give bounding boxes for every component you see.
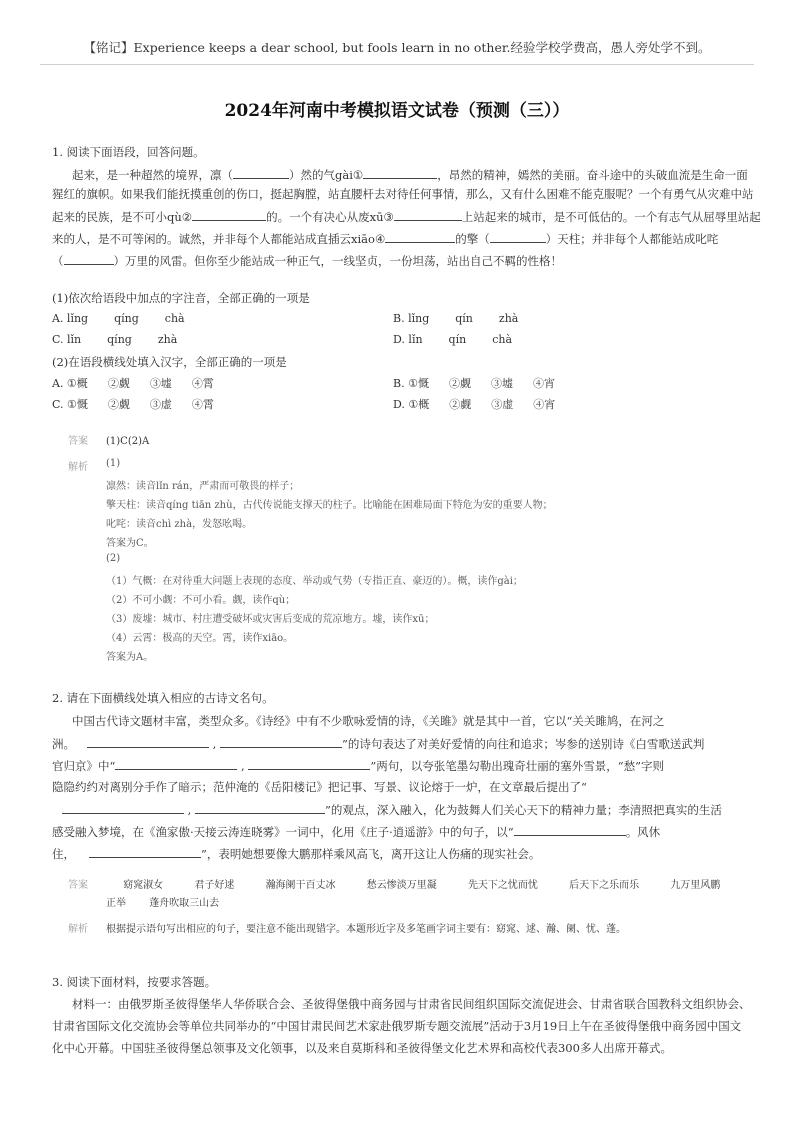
q1-analysis-line: （1）气概：在对待重大问题上表现的态度、举动或气势（专指正直、豪迈的）。概，读作gài； — [106, 576, 523, 587]
q3-material-line-1: 材料一：由俄罗斯圣彼得堡华人华侨联合会、圣彼得堡俄中商务园与甘肃省民间组织国际交流促进会、甘肃省联合国教科文组织协会、 — [72, 997, 751, 1011]
q2-passage-line-7: 住， ”，表明她想要像大鹏那样乘风高飞，离开这让人伤痛的现实社会。 — [52, 847, 541, 861]
q1-analysis-line: （2）不可小觑：不可小看。觑，读作qù； — [106, 595, 296, 606]
q3-stem: 3. 阅读下面材料，按要求答题。 — [52, 975, 217, 989]
q1-2-option-b[interactable]: B. ①慨 ②觑 ③墟 ④宵 — [393, 377, 555, 390]
q2-passage-line-4: 隐隐约约对离别分手作了暗示；范仲淹的《岳阳楼记》把记事、写景、议论熔于一炉，在文章最后提出了“ — [52, 780, 587, 794]
q2-stem: 2. 请在下面横线处填入相应的古诗文名句。 — [52, 691, 274, 705]
q1-passage-line-4: 来的人，是不可等闲的。诚然，并非每个人都能站成直插云xiāo④ 的擎（ ）天柱；并非每个人都能站成叱咤 — [52, 232, 719, 246]
q1-passage-line-1: 起来，是一种超然的境界，凛（ ）然的气gài① ，昂然的精神，嫣然的美丽。奋斗途中的头破血流是生命一面 — [72, 168, 748, 182]
q3-material-line-2: 甘肃省国际文化交流协会等单位共同举办的“中国甘肃民间艺术家赴俄罗斯专题交流展”活动于3月19日上午在圣彼得堡俄中商务园中国文 — [52, 1019, 742, 1033]
q2-answer: 答案 窈窕淑女 君子好逑 瀚海阑干百丈冰 愁云惨淡万里凝 先天下之忧而忧 后天下之乐而乐 九万里风鹏 — [68, 880, 721, 891]
q2-analysis: 解析 根据提示语句写出相应的句子，要注意不能出现错字。本题形近字及多笔画字词主要有：窈窕、逑、瀚、阑、忧、蓬。 — [68, 924, 626, 935]
q2-passage-line-3: 官归京》中“ , ”两句，以夸张笔墨勾勒出瑰奇壮丽的塞外雪景，“愁”字则 — [52, 759, 664, 773]
q1-analysis-line: 答案为A。 — [106, 652, 154, 663]
answer-label: 答案 — [68, 436, 88, 447]
q1-analysis-line: （4）云霄：极高的天空。霄，读作xiāo。 — [106, 633, 294, 644]
q1-analysis-label: 解析 — [68, 462, 88, 473]
header-divider — [40, 64, 754, 65]
header-motto: 【铭记】Experience keeps a dear school, but fools learn in no other.经验学校学费高，愚人旁处学不到。 — [83, 40, 711, 55]
q1-1-option-c[interactable]: C. lǐn qíng zhà — [52, 333, 178, 346]
q1-analysis-line: 答案为C。 — [106, 538, 154, 549]
q1-analysis-line: 擎天柱：读音qíng tiān zhù，古代传说能支撑天的柱子。比喻能在困难局面下特危为安的重要人物； — [106, 500, 553, 511]
q1-sub-question-2: (2)在语段横线处填入汉字，全部正确的一项是 — [52, 355, 287, 369]
q1-2-option-c[interactable]: C. ①慨 ②觑 ③虚 ④霄 — [52, 398, 214, 411]
q1-passage-line-5: （ ）万里的风雷。但你至少能站成一种正气，一线坚贞，一份坦荡，站出自己不羁的性格！ — [52, 254, 562, 268]
page-title: 2024年河南中考模拟语文试卷（预测（三）） — [224, 101, 570, 121]
q1-analysis-line: 叱咤：读音chì zhà，发怒吆喝。 — [106, 519, 253, 530]
q2-passage-line-2: 洲。 , ”的诗句表达了对美好爱情的向往和追求；岑参的送别诗《白雪歌送武判 — [52, 737, 705, 751]
q1-answer: 答案 (1)C(2)A — [68, 436, 150, 447]
q1-1-option-a[interactable]: A. lǐng qíng chà — [52, 312, 185, 325]
q1-passage-line-2: 猩红的旗帜。如果我们能抚摸重创的伤口，挺起胸膛，站直腰杆去对待任何事情，那么，又有什么困难不能克服呢？一个有勇气从灾难中站 — [52, 187, 754, 201]
q1-stem: 1. 阅读下面语段，回答问题。 — [52, 145, 205, 159]
q1-passage-line-3: 起来的民族，是不可小qù② 的。一个有决心从废xū③ 上站起来的城市，是不可低估的。一个有志气从屈辱里站起 — [52, 210, 761, 224]
q3-material-line-3: 化中心开幕。中国驻圣彼得堡总领事及文化领事，以及来自莫斯科和圣彼得堡文化艺术界和高校代表300多人出席开幕式。 — [52, 1041, 672, 1055]
q2-passage-line-5: , ”的观点，深入融入，化为鼓舞人们关心天下的精神力量；李清照把真实的生活 — [52, 801, 722, 818]
q1-1-option-b[interactable]: B. lǐng qín zhà — [393, 312, 519, 325]
q1-2-option-a[interactable]: A. ①概 ②觑 ③墟 ④霄 — [52, 377, 214, 390]
q2-passage-line-6: 感受融入梦境，在《渔家傲·天接云涛连晓雾》一词中，化用《庄子·逍遥游》中的句子，以“ 。风休 — [52, 825, 661, 839]
q2-answer-continued: 正举 蓬舟吹取三山去 — [106, 898, 220, 909]
q1-analysis-line: 凛然：读音lǐn rán，严肃而可敬畏的样子； — [106, 481, 300, 492]
q1-2-option-d[interactable]: D. ①概 ②觑 ③虚 ④宵 — [393, 398, 556, 411]
q1-analysis-line: (1) — [106, 458, 121, 469]
q1-sub-question-1: (1)依次给语段中加点的字注音，全部正确的一项是 — [52, 291, 310, 305]
q1-analysis-line: (2) — [106, 553, 121, 564]
q1-analysis-line: （3）废墟：城市、村庄遭受破坏或灾害后变成的荒凉地方。墟，读作xū； — [106, 614, 435, 625]
q2-passage-line-1: 中国古代诗文题材丰富，类型众多。《诗经》中有不少歌咏爱情的诗，《关雎》就是其中一首，它以“关关雎鸠，在河之 — [72, 714, 665, 728]
q1-1-option-d[interactable]: D. lǐn qín chà — [393, 333, 513, 346]
